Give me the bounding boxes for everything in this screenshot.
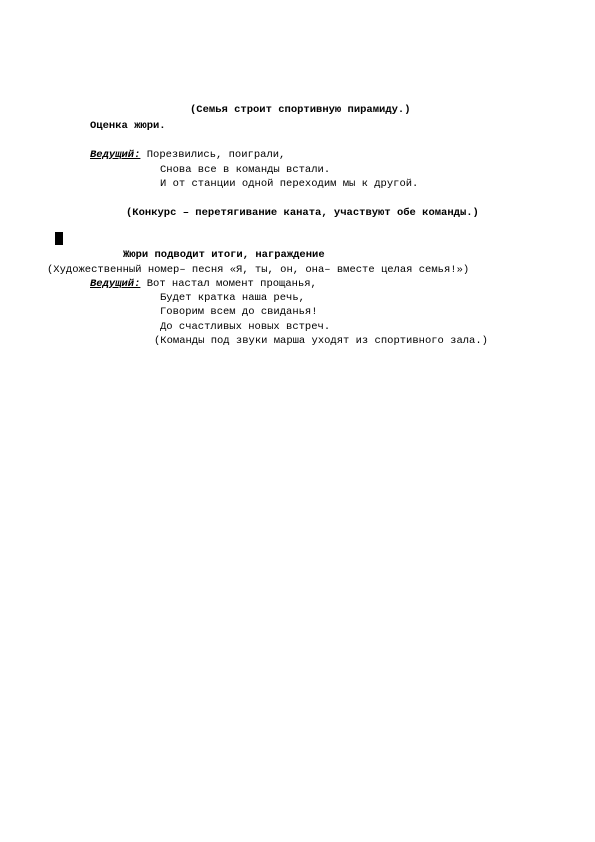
closing-direction: (Команды под звуки марша уходят из спортивного зала.) — [154, 335, 488, 347]
verse-line: И от станции одной переходим мы к другой. — [160, 178, 419, 190]
speaker-label: Ведущий: — [90, 149, 141, 161]
speaker-line-1 — [90, 149, 285, 162]
stage-direction-pyramid: (Семья строит спортивную пирамиду.) — [190, 104, 411, 116]
jury-summary-heading: Жюри подводит итоги, награждение — [123, 249, 325, 261]
verse-line: До счастливых новых встреч. — [160, 321, 331, 333]
verse-text: Порезвились, поиграли, — [140, 149, 286, 161]
jury-evaluation: Оценка жюри. — [90, 120, 166, 132]
verse-line: Снова все в команды встали. — [160, 164, 331, 176]
text-cursor — [55, 232, 63, 245]
verse-line: Будет кратка наша речь, — [160, 292, 305, 304]
speaker-label: Ведущий: — [90, 278, 141, 290]
stage-direction-tug-of-war: (Конкурс – перетягивание каната, участвуют обе команды.) — [126, 207, 479, 219]
verse-line: Говорим всем до свиданья! — [160, 306, 318, 318]
speaker-line-2 — [90, 278, 317, 291]
art-number-direction: (Художественный номер– песня «Я, ты, он, она– вместе целая семья!») — [47, 264, 470, 276]
verse-text: Вот настал момент прощанья, — [140, 278, 317, 290]
